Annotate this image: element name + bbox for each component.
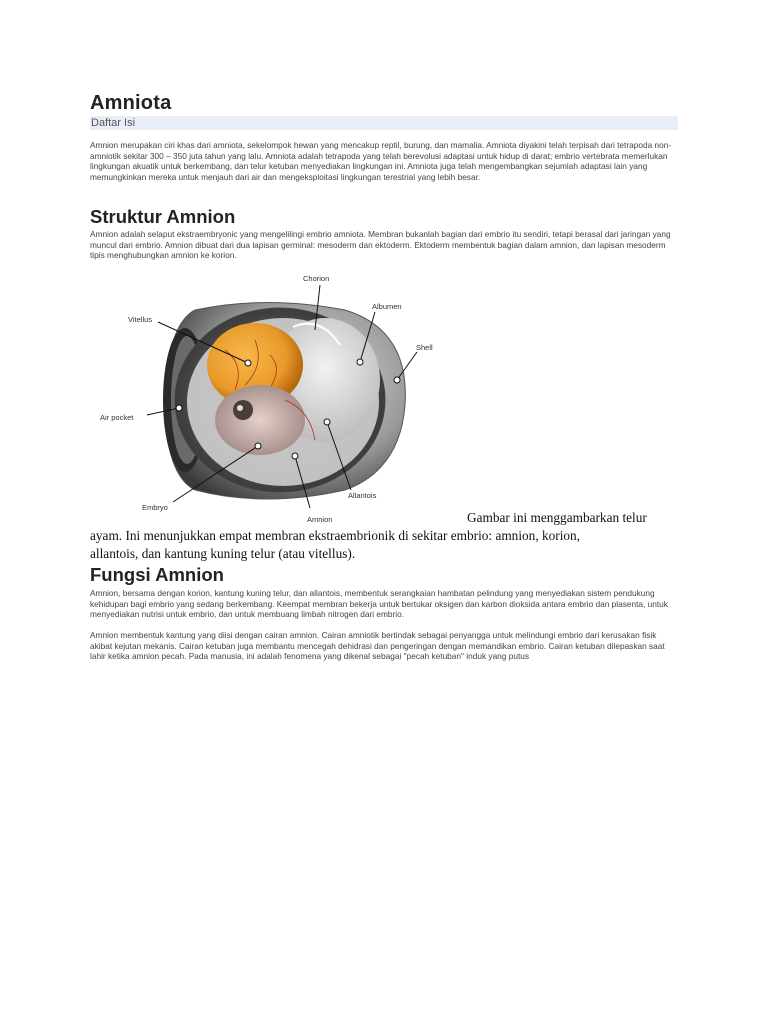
- egg-diagram: [95, 270, 440, 525]
- fungsi-paragraph-2: Amnion membentuk kantung yang diisi dengan cairan amnion. Cairan amniotik bertindak sebagai penyangga untuk melindungi embrio dari kerusakan fisik akibat kejutan mekanis. Cairan ketuban juga membantu mencegah dehidrasi dan pengeringan dengan memandikan embrio. Cairan ketuban dilepaskan saat lahir ketika amnion pecah. Pada manusia, ini adalah fenomena yang dikenal sebagai "pecah ketuban" induk yang putus: [90, 630, 665, 662]
- label-albumen: Albumen: [372, 302, 402, 311]
- egg-illustration: [95, 270, 440, 525]
- label-amnion: Amnion: [307, 515, 333, 524]
- heading-fungsi-amnion: Fungsi Amnion: [90, 564, 224, 585]
- figure-caption-line2: ayam. Ini menunjukkan empat membran ekstraembrionik di sekitar embrio: amnion, korion,: [90, 528, 581, 543]
- figure-caption-line3: allantois, dan kantung kuning telur (atau vitellus).: [90, 546, 356, 561]
- fungsi-paragraph-1: Amnion, bersama dengan korion, kantung kuning telur, dan allantois, membentuk serangkaian hambatan pelindung yang menyediakan sistem pendukung kehidupan bagi embrio yang sedang berkembang. Keempat membran bekerja untuk bertukar oksigen dan karbon dioksida antara embrio dan plasenta, untuk menyediakan nutrisi untuk embrio, dan untuk membuang limbah nitrogen dari embrio.: [90, 588, 668, 620]
- page-title: Amniota: [90, 92, 172, 114]
- intro-paragraph: Amnion merupakan ciri khas dari amniota, sekelompok hewan yang mencakup reptil, burung, dan mamalia. Amniota diyakini telah terpisah dari tetrapoda non-amniotik sekitar 300 – 350 juta tahun yang lalu. Amniota adalah tetrapoda yang telah berevolusi adaptasi untuk hidup di darat; embrio vertebrata memerlukan lingkungan akuatik untuk berkembang, dan telur ketuban menyediakan lingkungan ini. Amniota juga telah mengembangkan sejumlah adaptasi lain yang memungkinkan mereka untuk menjauh dari air dan mengeksploitasi lingkungan terestrial yang lebih besar.: [90, 140, 672, 182]
- label-shell: Shell: [416, 343, 433, 352]
- figure-caption-line1: Gambar ini menggambarkan telur: [467, 510, 647, 525]
- struktur-paragraph: Amnion adalah selaput ekstraembryonic yang mengelilingi embrio amniota. Membran bukanlah bagian dari embrio itu sendiri, tetapi berasal dari jaringan yang muncul dari embrio. Amnion dibuat dari dua lapisan germinal: mesoderm dan ektoderm. Ektoderm membentuk bagian dalam amnion, dan lapisan mesoderm tipis menghubungkan amnion ke korion.: [90, 229, 671, 261]
- label-air-pocket: Air pocket: [100, 413, 134, 422]
- label-vitellus: Vitellus: [128, 315, 153, 324]
- table-of-contents-bar[interactable]: Daftar Isi: [90, 116, 678, 130]
- label-embryo: Embryo: [142, 503, 168, 512]
- label-allantois: Allantois: [348, 491, 377, 500]
- label-chorion: Chorion: [303, 274, 330, 283]
- heading-struktur-amnion: Struktur Amnion: [90, 206, 236, 227]
